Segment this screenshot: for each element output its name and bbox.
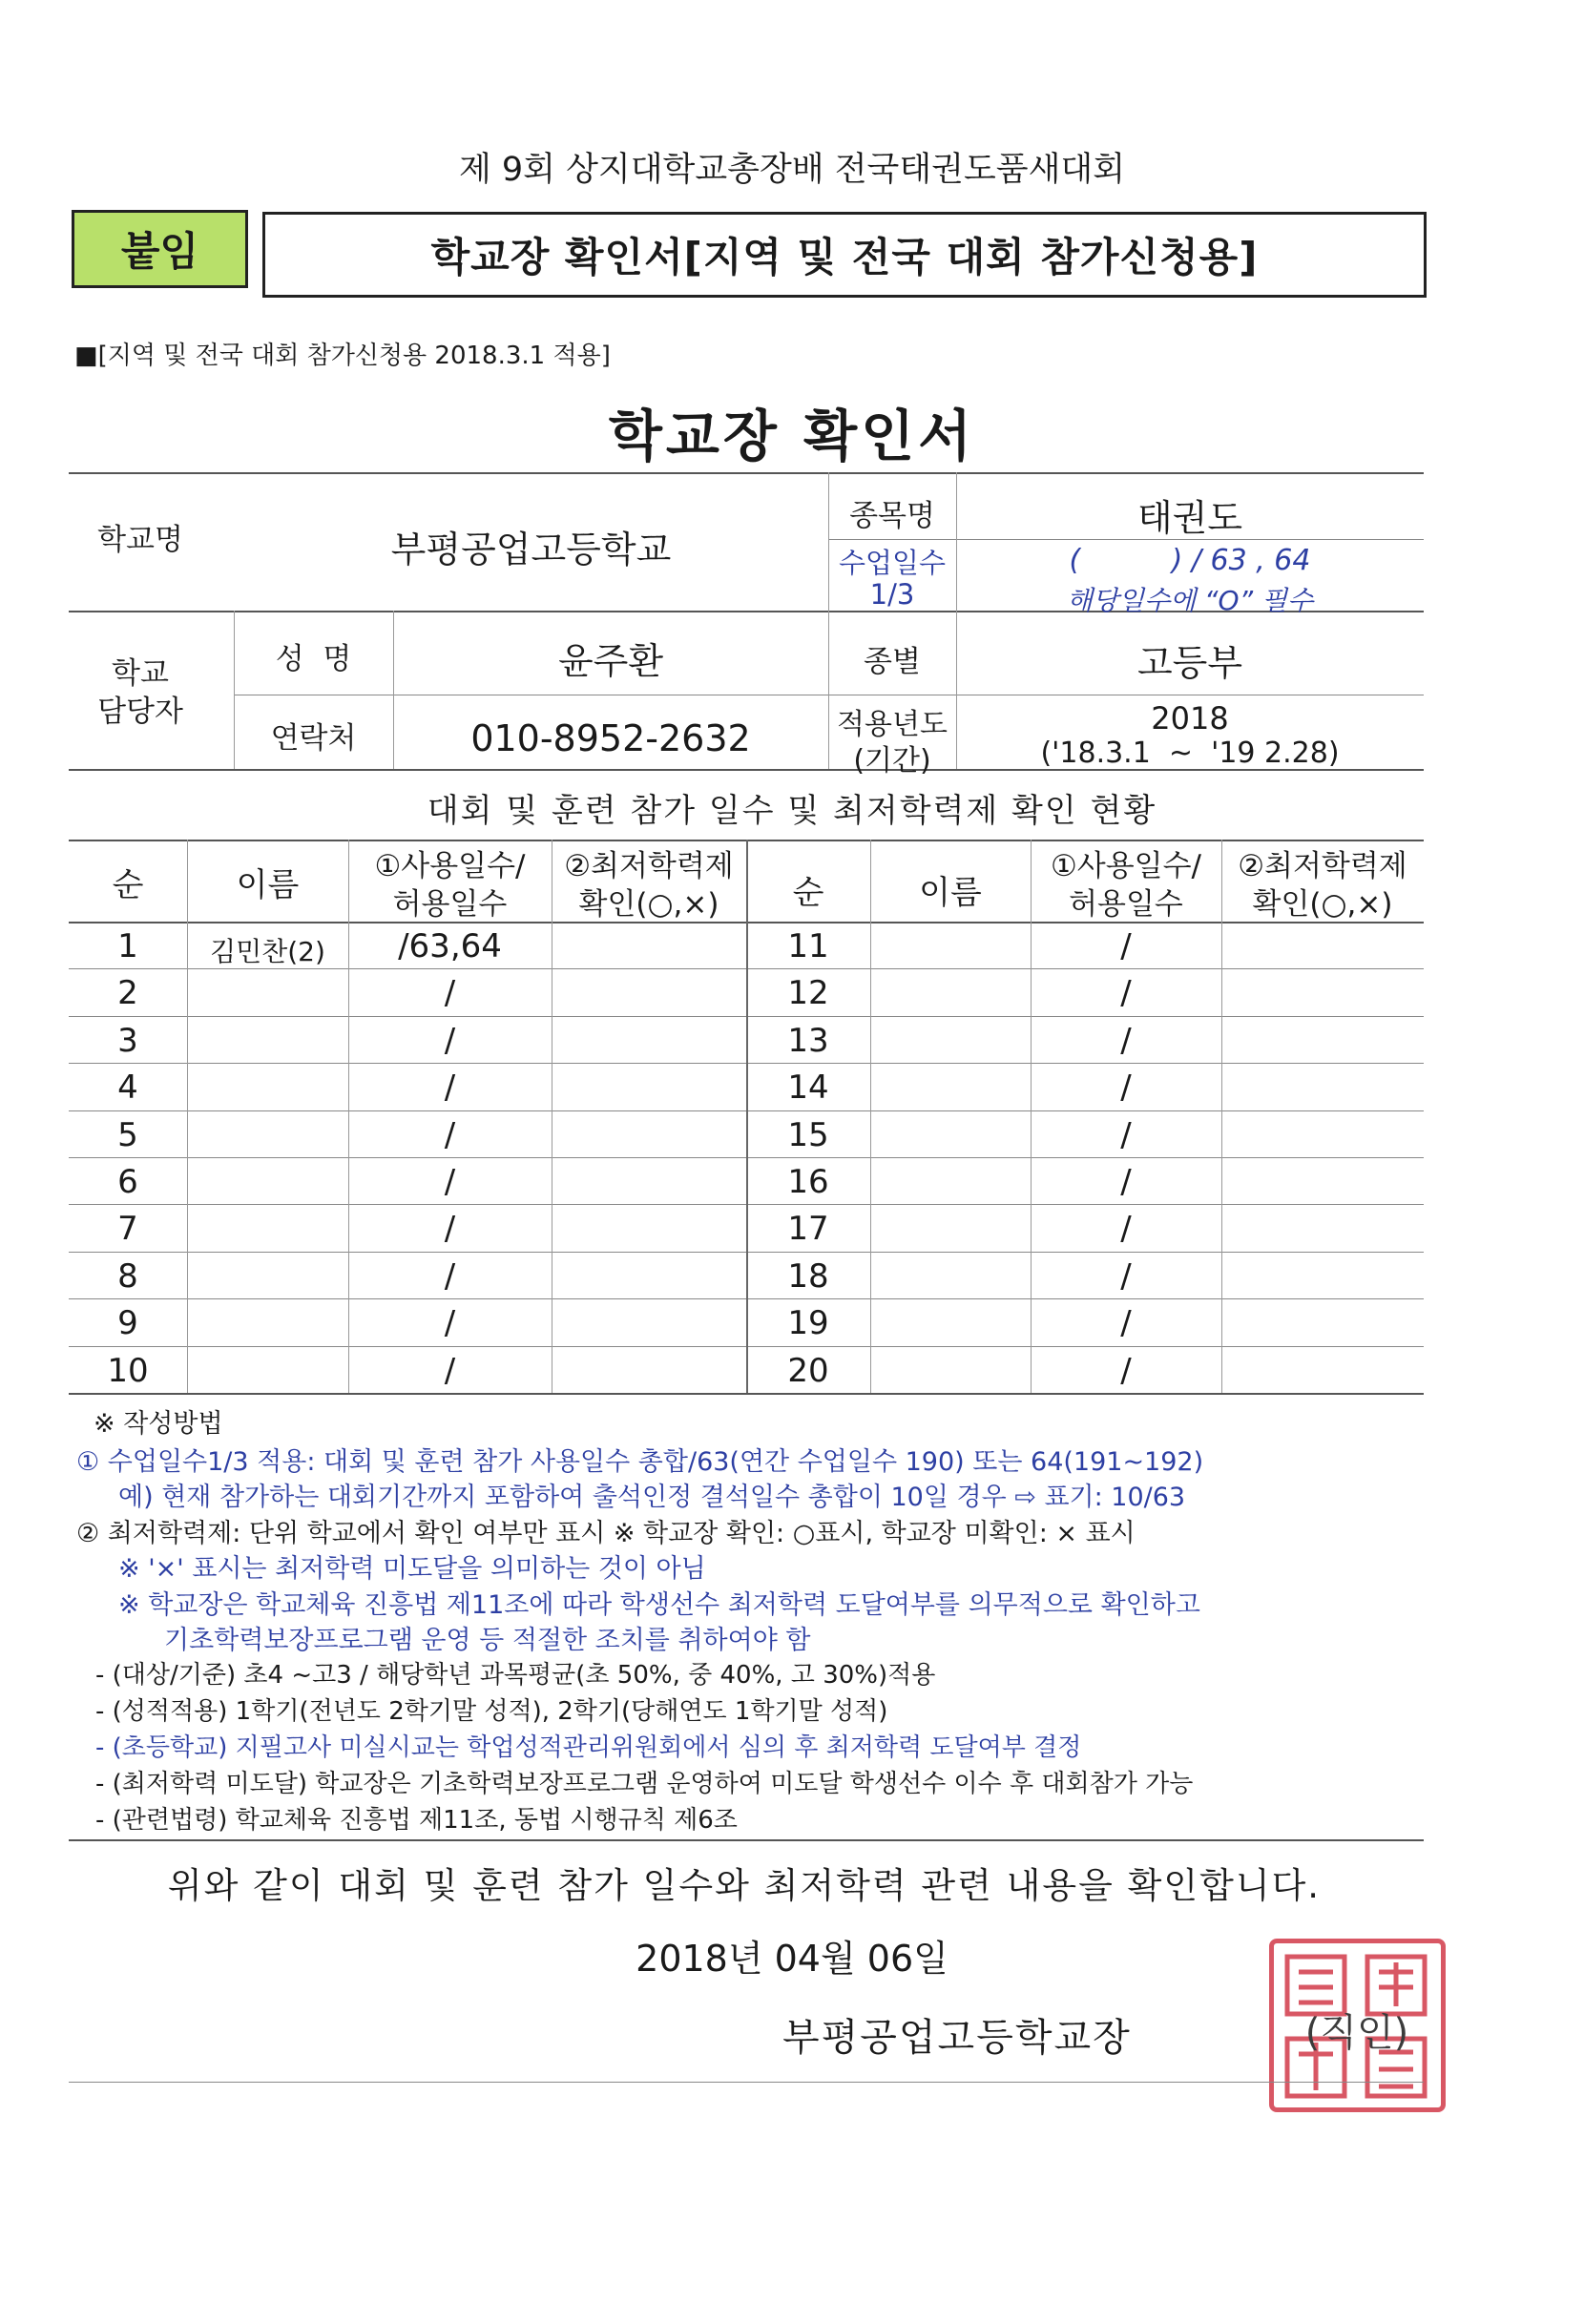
row-no: 16 xyxy=(787,1163,829,1201)
row-no: 8 xyxy=(117,1256,138,1296)
person-name-label: 성 명 xyxy=(275,642,352,676)
row-no: 6 xyxy=(117,1163,138,1201)
header-no-left: 순 xyxy=(112,866,144,904)
row-no: 7 xyxy=(117,1210,138,1249)
instruction-item1-line2: 예) 현재 참가하는 대회기간까지 포함하여 출석인정 결석일수 총합이 10일 경우 ⇨ 표기: 10/63 xyxy=(118,1483,1186,1512)
row-no: 18 xyxy=(787,1256,829,1296)
row-days: / xyxy=(444,1069,456,1108)
row-days: / xyxy=(444,1115,456,1154)
row-no: 2 xyxy=(117,974,138,1013)
doc-title: 학교장 확인서[지역 및 전국 대회 참가신청용] xyxy=(430,234,1259,280)
school-name-value: 부평공업고등학교 xyxy=(390,529,672,571)
row-days: / xyxy=(444,1256,456,1296)
instruction-item2-line1: ② 최저학력제: 단위 학교에서 확인 여부만 표시 ※ 학교장 확인: ○표시, 학교장 미확인: × 표시 xyxy=(76,1519,1136,1548)
row-days: / xyxy=(1120,1163,1132,1201)
year-value-line2: ('18.3.1 ~ '19 2.28) xyxy=(1040,737,1340,770)
attach-badge xyxy=(72,210,248,288)
row-no: 13 xyxy=(787,1021,829,1060)
header-check-right-2: 확인(○,×) xyxy=(1252,887,1393,922)
row-days: / xyxy=(444,974,456,1013)
signer-name: 부평공업고등학교장 xyxy=(782,2016,1132,2060)
seal-label: (직인) xyxy=(1304,2011,1409,2055)
person-name-value: 윤주환 xyxy=(557,640,664,682)
header-check-left-1: ②최저학력제 xyxy=(564,849,734,883)
instruction-dash3: - (초등학교) 지필고사 미실시교는 학업성적관리위원회에서 심의 후 최저학력 도달여부 결정 xyxy=(95,1733,1082,1762)
row-days: / xyxy=(1120,1115,1132,1154)
row-no: 10 xyxy=(107,1351,149,1390)
row-no: 15 xyxy=(787,1115,829,1154)
row-days: / xyxy=(444,1304,456,1343)
confirmation-text: 위와 같이 대회 및 훈련 참가 일수와 최저학력 관련 내용을 확인합니다. xyxy=(167,1865,1322,1906)
header-days-right-2: 허용일수 xyxy=(1069,887,1183,922)
sport-label: 종목명 xyxy=(849,499,935,533)
row-days: / xyxy=(444,1021,456,1060)
contact-label: 연락처 xyxy=(270,721,357,756)
instruction-item2-line4: 기초학력보장프로그램 운영 등 적절한 조치를 취하여야 함 xyxy=(164,1626,811,1655)
doc-title-box xyxy=(262,212,1427,298)
manager-label-line1: 학교 xyxy=(112,656,169,691)
instruction-item2-line3: ※ 학교장은 학교체육 진흥법 제11조에 따라 학생선수 최저학력 도달여부를 의무적으로 확인하고 xyxy=(118,1590,1200,1620)
manager-label-line2: 담당자 xyxy=(97,695,183,729)
category-label: 종별 xyxy=(864,645,921,679)
header-check-left-2: 확인(○,×) xyxy=(578,887,719,922)
row-no: 20 xyxy=(787,1351,829,1390)
row-days: / xyxy=(1120,1069,1132,1108)
contact-value: 010-8952-2632 xyxy=(470,717,751,759)
instruction-dash4: - (최저학력 미도달) 학교장은 기초학력보장프로그램 운영하여 미도달 학생선수 이수 후 대회참가 가능 xyxy=(95,1770,1194,1798)
row-days: / xyxy=(1120,1304,1132,1343)
row-no: 12 xyxy=(787,974,829,1013)
header-days-left-1: ①사용일수/ xyxy=(374,849,526,883)
category-value: 고등부 xyxy=(1136,642,1243,684)
year-value-line1: 2018 xyxy=(1151,700,1229,737)
row-days: / xyxy=(1120,927,1132,965)
attach-label: 붙임 xyxy=(120,228,199,275)
instruction-dash1: - (대상/기준) 초4 ~고3 / 해당학년 과목평균(초 50%, 중 40%, 고 30%)적용 xyxy=(95,1661,936,1690)
row-name: 김민찬(2) xyxy=(210,936,325,967)
confirmation-date: 2018년 04월 06일 xyxy=(636,1938,948,1980)
days-label-line1: 수업일수 xyxy=(838,547,947,579)
days-label-line2: 1/3 xyxy=(869,578,915,611)
row-days: / xyxy=(444,1163,456,1201)
instructions-heading: ※ 작성방법 xyxy=(94,1409,223,1439)
row-no: 3 xyxy=(117,1021,138,1060)
row-days: / xyxy=(1120,1210,1132,1249)
row-days: / xyxy=(1120,974,1132,1013)
instruction-dash5: - (관련법령) 학교체육 진흥법 제11조, 동법 시행규칙 제6조 xyxy=(95,1806,738,1835)
header-name-left: 이름 xyxy=(236,866,300,904)
row-days: / xyxy=(444,1210,456,1249)
official-seal xyxy=(1269,1939,1446,2112)
row-no: 17 xyxy=(787,1210,829,1249)
applicability-note: ■[지역 및 전국 대회 참가신청용 2018.3.1 적용] xyxy=(74,342,611,370)
row-days: /63,64 xyxy=(398,927,502,965)
row-days: / xyxy=(1120,1021,1132,1060)
year-label-line1: 적용년도 xyxy=(837,708,948,741)
school-name-label: 학교명 xyxy=(97,523,183,557)
header-check-right-1: ②최저학력제 xyxy=(1238,849,1407,883)
row-no: 19 xyxy=(787,1304,829,1343)
days-value-line1: ( ) / 63 , 64 xyxy=(1069,544,1311,577)
row-no: 11 xyxy=(787,927,829,965)
instruction-dash2: - (성적적용) 1학기(전년도 2학기말 성적), 2학기(당해연도 1학기말 성적) xyxy=(95,1697,888,1726)
instruction-item1-line1: ① 수업일수1/3 적용: 대회 및 훈련 참가 사용일수 총합/63(연간 수업일수 190) 또는 64(191~192) xyxy=(76,1447,1204,1477)
header-no-right: 순 xyxy=(792,874,824,912)
days-value-line2: 해당일수에 “O” 필수 xyxy=(1066,585,1314,616)
header-name-right: 이름 xyxy=(919,874,982,912)
row-days: / xyxy=(1120,1256,1132,1296)
row-no: 1 xyxy=(117,927,138,965)
table-caption: 대회 및 훈련 참가 일수 및 최저학력제 확인 현황 xyxy=(427,792,1157,830)
event-title: 제 9회 상지대학교총장배 전국태권도품새대회 xyxy=(458,151,1126,189)
header-days-right-1: ①사용일수/ xyxy=(1050,849,1202,883)
row-no: 5 xyxy=(117,1115,138,1154)
main-title: 학교장 확인서 xyxy=(608,404,976,468)
sport-value: 태권도 xyxy=(1136,497,1243,539)
year-label-line2: (기간) xyxy=(853,744,931,778)
row-no: 9 xyxy=(117,1304,138,1343)
row-days: / xyxy=(444,1351,456,1390)
row-days: / xyxy=(1120,1351,1132,1390)
row-no: 14 xyxy=(787,1069,829,1108)
row-no: 4 xyxy=(117,1069,138,1108)
instruction-item2-line2: ※ '×' 표시는 최저학력 미도달을 의미하는 것이 아님 xyxy=(118,1554,706,1584)
header-days-left-2: 허용일수 xyxy=(392,887,508,922)
